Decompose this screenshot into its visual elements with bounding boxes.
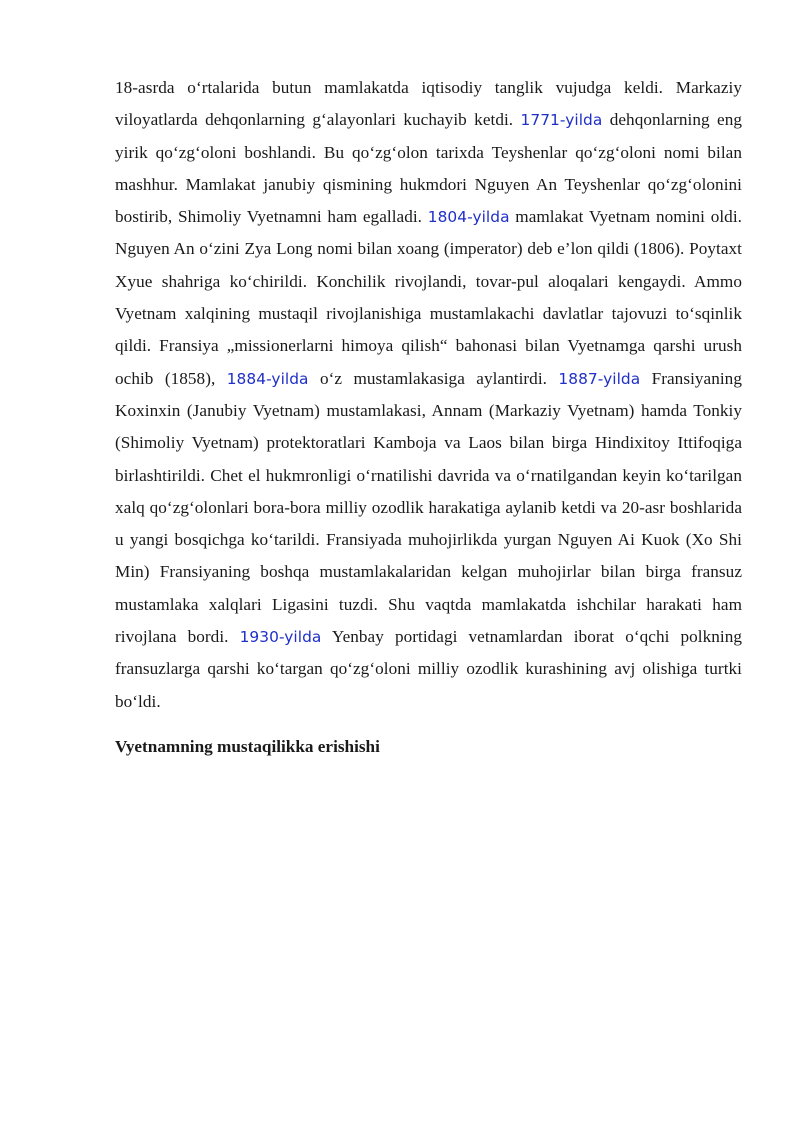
text-segment: dehqonlarning eng yirik qo‘zg‘oloni boshlandi. Bu qo‘zg‘olon tarixda Teyshenlar qo‘zg‘oloni nomi bilan mashhur. Mamlakat janubiy qismining hukmdori Nguyen An Teyshenlar qo‘zg‘olonini bostirib, Shimoliy Vyetnamni ham egalladi. xyxy=(115,110,743,227)
year-1804: 1804-yilda xyxy=(427,208,510,227)
text-segment: Yenbay portidagi vetnamlardan iborat o‘qchi polkning fransuzlarga qarshi ko‘targan qo‘zg‘oloni milliy ozodlik kurashining avj olishiga turtki bo‘ldi. xyxy=(115,627,743,711)
text-segment: 18-asrda o‘rtalarida butun mamlakatda iqtisodiy tanglik vujudga keldi. Markaziy viloyatlarda dehqonlarning g‘alayonlari kuchayib ketdi. xyxy=(115,78,742,130)
text-segment: mamlakat Vyetnam nomini oldi. Nguyen An o‘zini Zya Long nomi bilan xoang (imperator) deb e’lon qildi (1806). Poytaxt Xyue shahriga ko‘chirildi. Konchilik rivojlandi, tovar-pul aloqalari kengaydi. Ammo Vyetnam xalqining mustaqil rivojlanishiga mustamlakachi davlatlar tajovuzi to‘sqinlik qildi. Fransiya „missionerlarni himoya qilish“ bahonasi bilan Vyetnamga qarshi urush ochib (1858), xyxy=(115,207,742,388)
year-1887: 1887-yilda xyxy=(558,369,641,388)
year-1884: 1884-yilda xyxy=(226,369,309,388)
text-segment: Fransiyaning Koxinxin (Janubiy Vyetnam) mustamlakasi, Annam (Markaziy Vyetnam) hamda Tonkiy (Shimoliy Vyetnam) protektoratlari Kamboja va Laos bilan birga Hindixitoy Ittifoqiga birlashtirildi. Chet el hukmronligi o‘rnatilishi davrida va o‘rnatilgandan keyin ko‘tarilgan xalq qo‘zg‘olonlari bora-bora milliy ozodlik harakatiga aylanib ketdi va 20-asr boshlarida u yangi bosqichga ko‘tarildi. Fransiyada muhojirlikda yurgan Nguyen Ai Kuok (Xo Shi Min) Fransiyaning boshqa mustamlakalaridan kelgan muhojirlar bilan birga fransuz mustamlaka xalqlari Ligasini tuzdi. Shu vaqtda mamlakatda ishchilar harakati ham rivojlana bordi. xyxy=(115,368,742,647)
text-segment: o‘z mustamlakasiga aylantirdi. xyxy=(308,368,559,388)
year-1930: 1930-yilda xyxy=(239,628,322,647)
document-page xyxy=(115,72,742,763)
section-heading: Vyetnamning mustaqilikka erishishi xyxy=(115,736,380,756)
year-1771: 1771-yilda xyxy=(520,111,603,130)
body-paragraph xyxy=(115,72,742,718)
